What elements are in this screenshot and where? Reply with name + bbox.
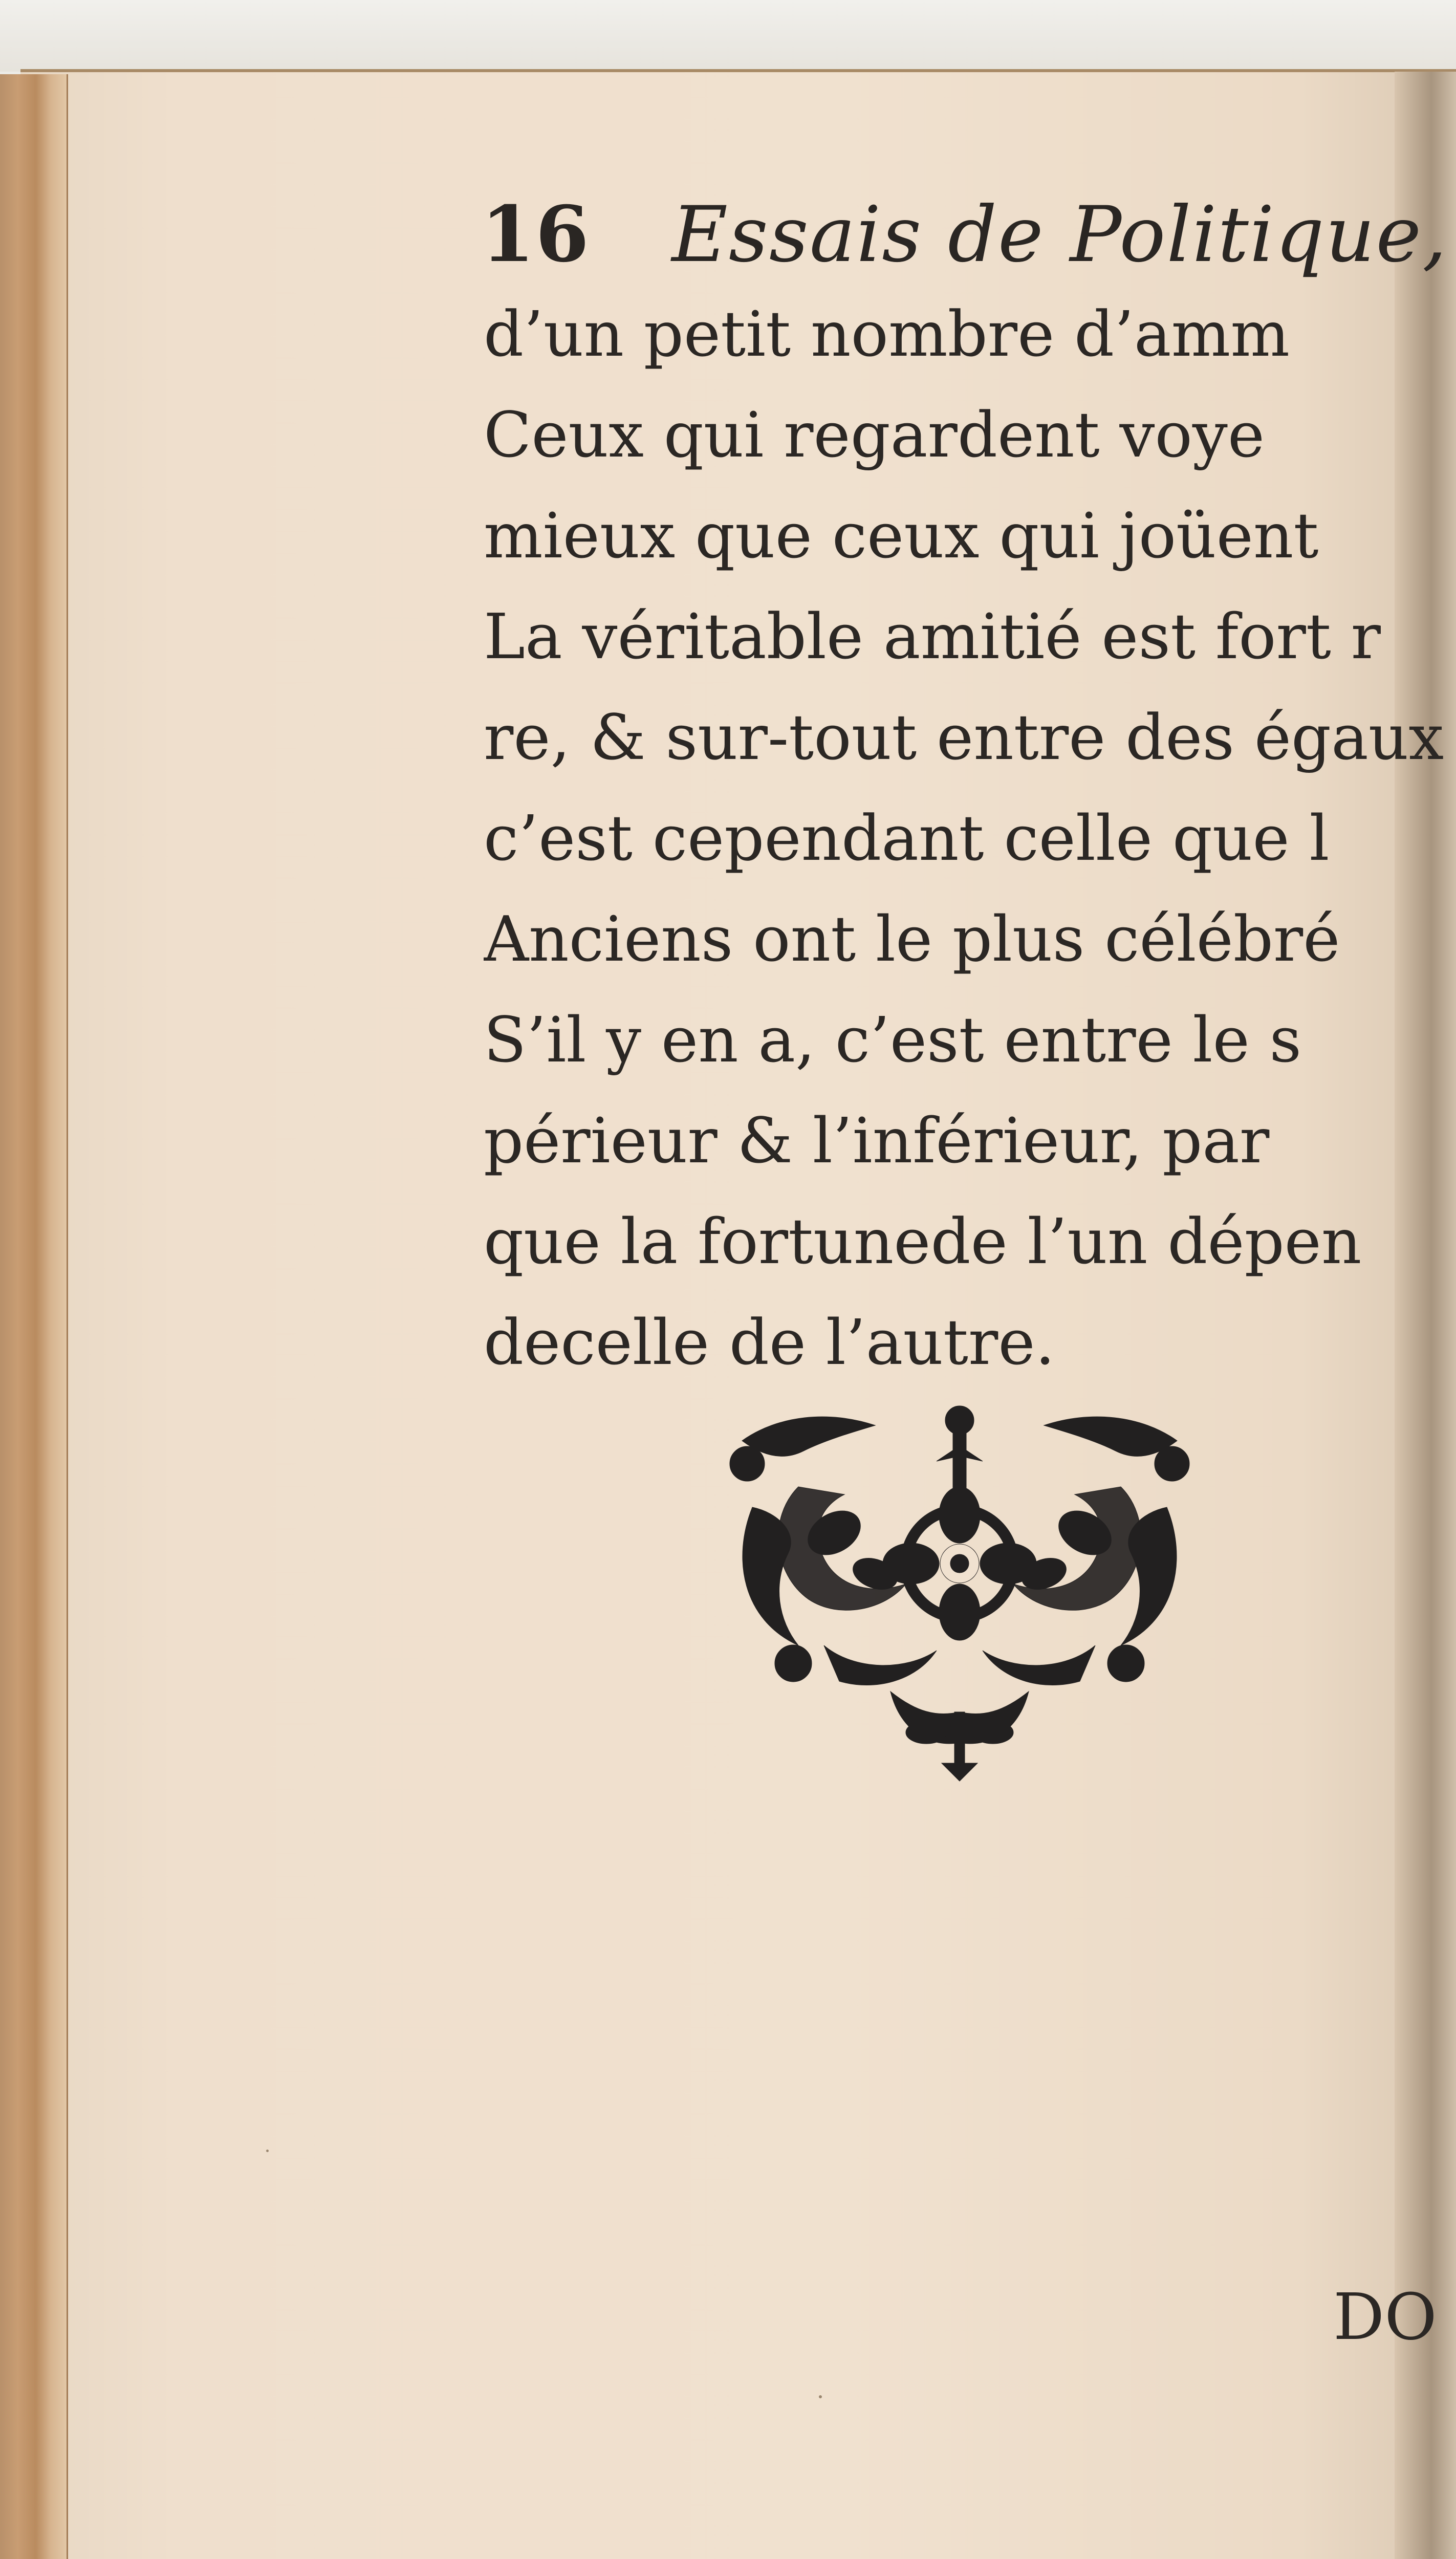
paper-speck: [819, 2395, 822, 2398]
text-line: La véritable amitié est fort r: [484, 600, 1381, 673]
floral-tailpiece-ornament-icon: [722, 1405, 1198, 1786]
page-number: 16: [481, 189, 590, 279]
catchword: DO: [1333, 2280, 1437, 2354]
text-line: c’est cependant celle que l: [484, 802, 1330, 875]
running-title: Essais de Politique,: [671, 190, 1448, 279]
text-line: re, & sur-tout entre des égaux: [484, 701, 1444, 774]
text-line: Anciens ont le plus célébré: [484, 903, 1340, 975]
text-line: d’un petit nombre d’amm: [484, 298, 1290, 371]
text-line: périeur & l’inférieur, par: [484, 1104, 1270, 1177]
scanner-bed-top: [0, 0, 1456, 72]
text-line: mieux que ceux qui joüent: [484, 500, 1319, 572]
page-edges: [0, 74, 68, 2559]
text-line: Ceux qui regardent voye: [484, 399, 1265, 471]
text-line: decelle de l’autre.: [484, 1306, 1055, 1379]
text-line: que la fortunede l’un dépen: [484, 1205, 1362, 1278]
text-line: S’il y en a, c’est entre le s: [484, 1004, 1302, 1076]
running-header: [481, 189, 1448, 279]
body-text: [484, 284, 1456, 1393]
paper-speck: [266, 2150, 269, 2152]
